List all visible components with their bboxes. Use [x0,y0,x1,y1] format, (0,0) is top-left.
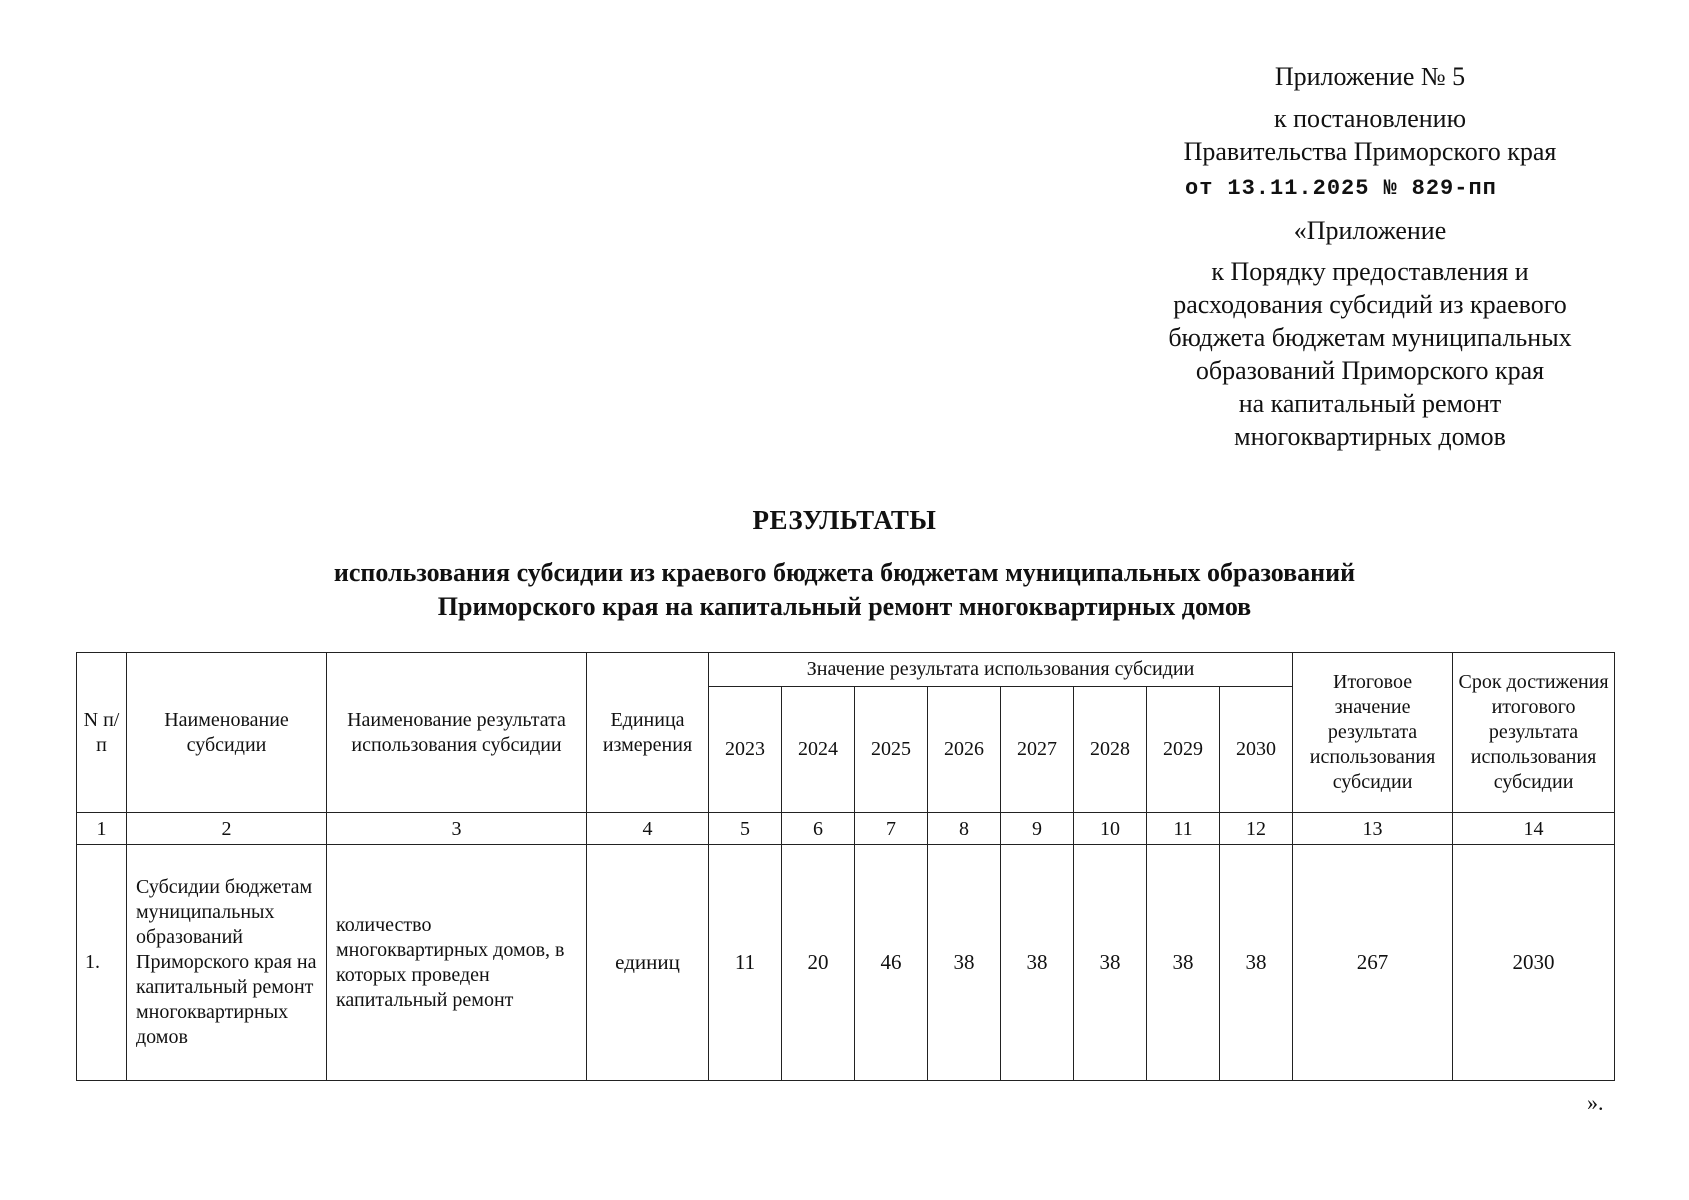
row-value: 20 [782,845,855,1081]
row-value: 11 [709,845,782,1081]
header-year: 2030 [1220,687,1293,813]
header-year: 2026 [928,687,1001,813]
decree-line [1110,172,1630,205]
index-cell: 9 [1001,813,1074,845]
appendix-number: Приложение № 5 [1274,62,1466,91]
decree-number: 829-пп [1411,176,1497,201]
procedure-line: образований Приморского края [1195,356,1545,385]
index-cell: 7 [855,813,928,845]
procedure-line: расходования субсидий из краевого [1173,290,1567,319]
index-cell: 10 [1074,813,1147,845]
index-cell: 2 [127,813,327,845]
header-unit: Единица измерения [587,653,709,813]
appendix-header [1110,60,1630,453]
document-subtitle [0,556,1689,624]
index-cell: 12 [1220,813,1293,845]
header-year: 2025 [855,687,928,813]
header-year: 2027 [1001,687,1074,813]
index-cell: 3 [327,813,587,845]
header-year: 2023 [709,687,782,813]
decree-from: от [1185,176,1214,201]
table-index-row [77,813,1615,845]
header-total: Итоговое значение результата использования субсидии [1293,653,1453,813]
row-num: 1. [77,845,127,1081]
row-value: 38 [928,845,1001,1081]
index-cell: 14 [1453,813,1615,845]
decree-date: 13.11.2025 [1227,176,1370,201]
table-header-row [77,653,1615,687]
header-year: 2024 [782,687,855,813]
header-deadline: Срок достижения итогового результата использования субсидии [1453,653,1615,813]
procedure-line: многоквартирных домов [1234,422,1506,451]
row-deadline: 2030 [1453,845,1615,1081]
index-cell: 11 [1147,813,1220,845]
index-cell: 4 [587,813,709,845]
results-table [76,652,1615,1081]
row-value: 38 [1147,845,1220,1081]
inner-appendix: «Приложение [1293,216,1447,245]
procedure-text [1110,255,1630,453]
closing-quote-mark: ». [1587,1090,1604,1115]
header-num: N п/п [77,653,127,813]
index-cell: 6 [782,813,855,845]
procedure-line: бюджета бюджетам муниципальных [1168,323,1572,352]
header-year: 2029 [1147,687,1220,813]
index-cell: 8 [928,813,1001,845]
row-total: 267 [1293,845,1453,1081]
document-title: РЕЗУЛЬТАТЫ [752,505,937,535]
table-row [77,845,1615,1081]
header-subsidy-name: Наименование субсидии [127,653,327,813]
procedure-line: на капитальный ремонт [1238,389,1502,418]
to-resolution: к постановлению [1273,104,1467,133]
row-result-name: количество многоквартирных домов, в которых проведен капитальный ремонт [327,845,587,1081]
row-unit: единиц [587,845,709,1081]
row-value: 38 [1074,845,1147,1081]
procedure-line: к Порядку предоставления и [1211,257,1529,286]
index-cell: 13 [1293,813,1453,845]
header-result-name: Наименование результата использования субсидии [327,653,587,813]
row-value: 38 [1001,845,1074,1081]
row-value: 46 [855,845,928,1081]
decree-number-sign: № [1383,176,1398,201]
row-subsidy-name: Субсидии бюджетам муниципальных образований Приморского края на капитальный ремонт многоквартирных домов [127,845,327,1081]
subtitle-line: использования субсидии из краевого бюджета бюджетам муниципальных образований [333,558,1356,587]
index-cell: 5 [709,813,782,845]
index-cell: 1 [77,813,127,845]
row-value: 38 [1220,845,1293,1081]
subtitle-line: Приморского края на капитальный ремонт многоквартирных домов [437,592,1252,621]
header-values-group: Значение результата использования субсидии [709,653,1293,687]
government-name: Правительства Приморского края [1183,137,1557,166]
header-year: 2028 [1074,687,1147,813]
